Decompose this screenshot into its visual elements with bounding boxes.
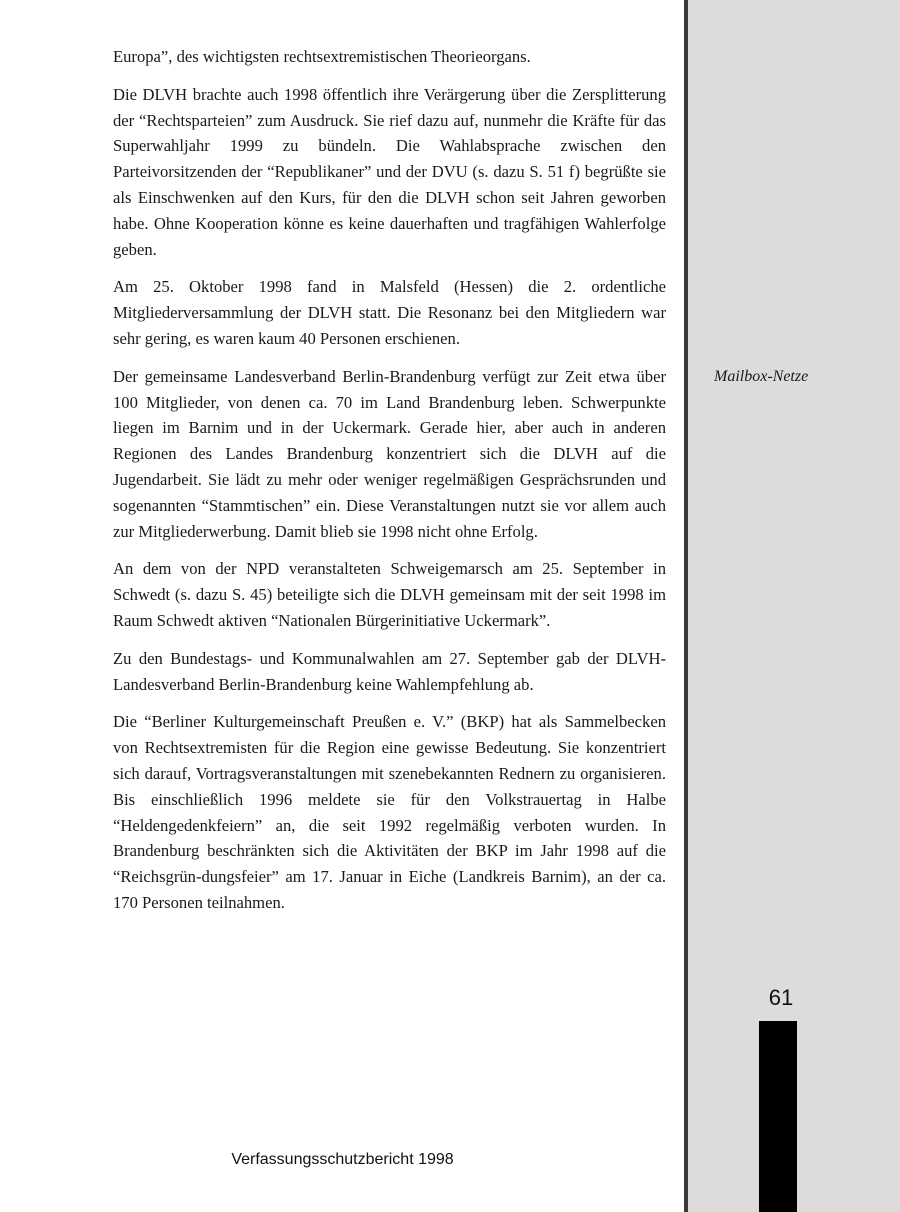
paragraph-1: Europa”, des wichtigsten rechtsextremistischen Theorieorgans. [113, 47, 531, 66]
body-text [113, 44, 666, 928]
margin-note: Mailbox-Netze [714, 368, 809, 385]
paragraph-3: Am 25. Oktober 1998 fand in Malsfeld (Hessen) die 2. ordentliche Mitgliederversammlung der DLVH statt. Die Resonanz bei den Mitgliedern war sehr gering, es waren kaum 40 Personen erschienen. [113, 277, 666, 348]
page-number: 61 [768, 985, 794, 1010]
paragraph-2: Die DLVH brachte auch 1998 öffentlich ihre Verärgerung über die Zersplitterung der “Rechtsparteien” zum Ausdruck. Sie rief dazu auf, nunmehr die Kräfte für das Superwahljahr 1999 zu bündeln. Die Wahlabsprache zwischen den Parteivorsitzenden der “Republikaner” und der DVU (s. dazu S. 51 f) begrüßte sie als Einschwenken auf den Kurs, für den die DLVH schon seit Jahren geworben habe. Ohne Kooperation könne es keine dauerhaften und tragfähigen Wahlerfolge geben. [113, 84, 666, 259]
page-footer: Verfassungsschutzbericht 1998 [231, 1151, 454, 1168]
paragraph-7: Die “Berliner Kulturgemeinschaft Preußen e. V.” (BKP) hat als Sammelbecken von Rechtsextremisten für die Region eine gewisse Bedeutung. Sie konzentriert sich darauf, Vortragsveranstaltungen mit szenebekannten Rednern zu organisieren. Bis einschließlich 1996 meldete sie für den Volkstrauertag in Halbe “Heldengedenkfeiern” an, die seit 1992 regelmäßig verboten wurden. In Brandenburg beschränkten sich die Aktivitäten der BKP im Jahr 1998 auf die “Reichsgrün-dungsfeier” am 17. Januar in Eiche (Landkreis Barnim), an der ca. 170 Personen teilnahmen. [113, 712, 666, 912]
paragraph-5: An dem von der NPD veranstalteten Schweigemarsch am 25. September in Schwedt (s. dazu S. 45) beteiligte sich die DLVH gemeinsam mit der seit 1998 im Raum Schwedt aktiven “Nationalen Bürgerinitiative Uckermark”. [113, 559, 666, 630]
paragraph-4: Der gemeinsame Landesverband Berlin-Brandenburg verfügt zur Zeit etwa über 100 Mitglieder, von denen ca. 70 im Land Brandenburg leben. Schwerpunkte liegen im Barnim und in der Uckermark. Gerade hier, aber auch in anderen Regionen des Landes Brandenburg konzentriert sich die DLVH auf die Jugendarbeit. Sie lädt zu mehr oder weniger regelmäßigen Gesprächsrunden und sogenannten “Stammtischen” ein. Diese Veranstaltungen nutzt sie vor allem auch zur Mitgliederwerbung. Damit blieb sie 1998 nicht ohne Erfolg. [113, 366, 666, 541]
paragraph-6: Zu den Bundestags- und Kommunalwahlen am 27. September gab der DLVH-Landesverband Berlin-Brandenburg keine Wahlempfehlung ab. [113, 648, 666, 694]
page-tab-marker [759, 1021, 797, 1212]
